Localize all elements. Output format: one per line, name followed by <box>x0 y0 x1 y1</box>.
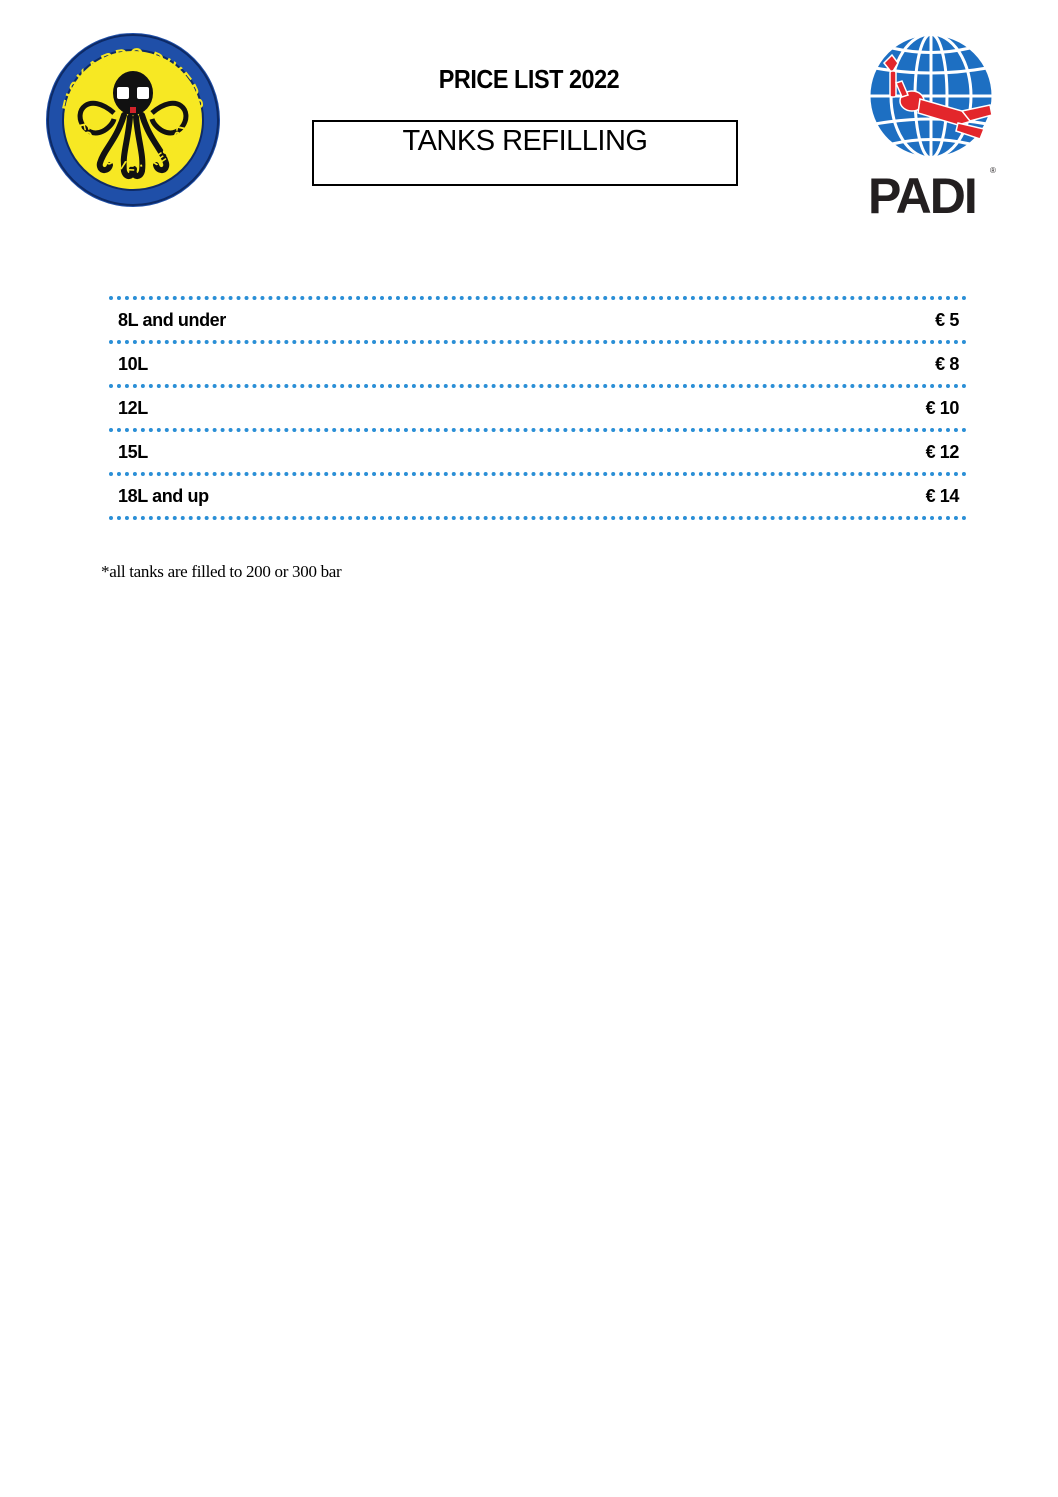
padi-logo-graphic <box>862 33 1000 217</box>
row-price: € 5 <box>935 310 959 330</box>
table-row <box>109 300 967 340</box>
row-label: 15L <box>118 442 148 462</box>
padi-logo <box>862 33 1000 217</box>
table-row <box>109 344 967 384</box>
table-divider <box>109 516 967 520</box>
row-price: € 10 <box>925 398 959 418</box>
table-row <box>109 476 967 516</box>
row-label: 12L <box>118 398 148 418</box>
logo-bottom-text: ECO · DIVE · RESORT <box>76 121 190 174</box>
row-label: 8L and under <box>118 310 226 330</box>
row-label: 10L <box>118 354 148 374</box>
row-price: € 14 <box>925 486 959 506</box>
page-title: PRICE LIST 2022 <box>438 64 620 94</box>
footnote: *all tanks are filled to 200 or 300 bar <box>101 562 342 581</box>
fiskardo-divers-logo <box>44 31 222 209</box>
fiskardo-divers-logo-graphic <box>44 31 222 209</box>
logo-top-text: FISKARDO DIVERS <box>58 44 208 113</box>
row-label: 18L and up <box>118 486 209 506</box>
row-price: € 12 <box>925 442 959 462</box>
table-row <box>109 432 967 472</box>
section-title: TANKS REFILLING <box>402 125 648 157</box>
table-row <box>109 388 967 428</box>
svg-text:®: ® <box>990 166 996 175</box>
price-table <box>109 296 967 520</box>
section-title-box <box>312 120 738 186</box>
padi-text: PADI <box>868 168 976 217</box>
row-price: € 8 <box>935 354 959 374</box>
